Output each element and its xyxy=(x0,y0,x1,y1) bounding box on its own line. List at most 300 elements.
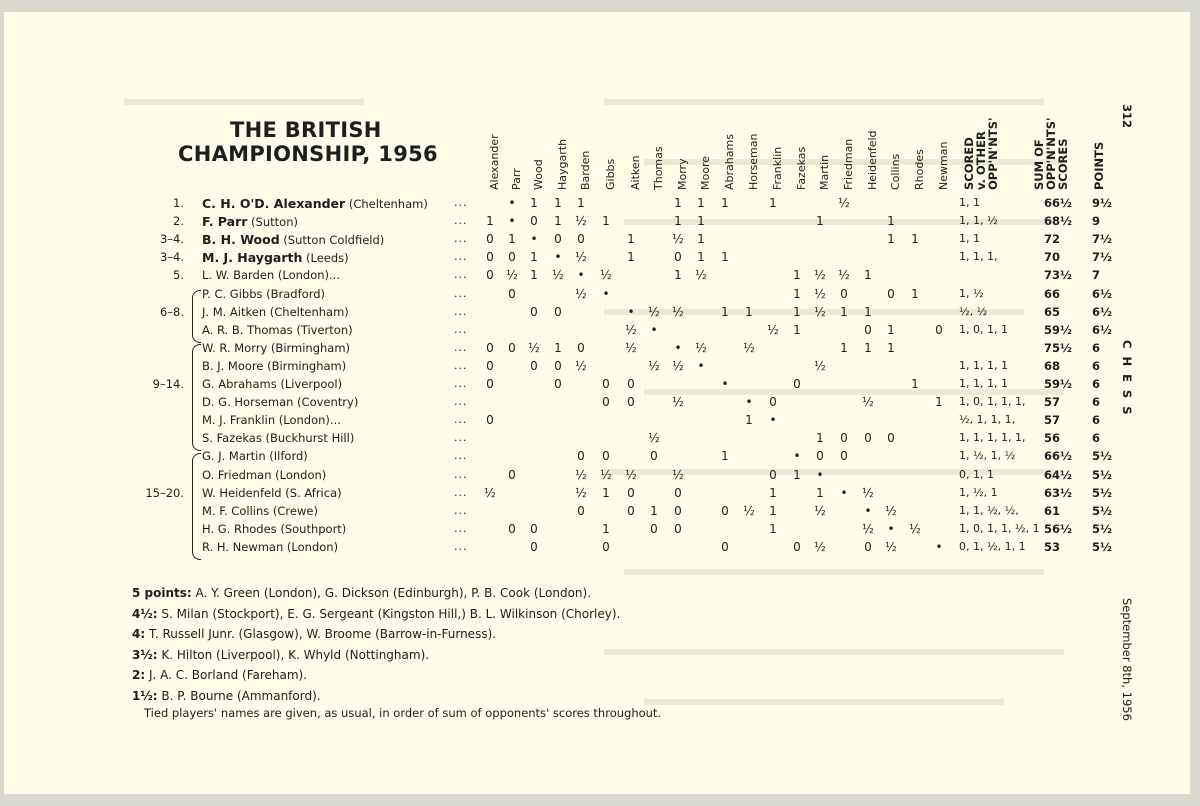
player-club: (London)... xyxy=(275,413,341,428)
result-cell: • xyxy=(577,268,585,283)
player-rank: 2. xyxy=(173,214,184,229)
sum-of-opponents-scores: 73½ xyxy=(1044,268,1072,283)
result-cell: 0 xyxy=(530,539,538,554)
scored-v-other: 1, ½ xyxy=(959,286,984,300)
player-club: (Cheltenham) xyxy=(345,197,428,211)
result-cell: ½ xyxy=(814,358,826,373)
player-name-text: S. Fazekas xyxy=(202,431,262,446)
score-group-label: 1½: xyxy=(132,688,158,703)
player-rank: 3–4. xyxy=(159,232,184,247)
player-rank: 3–4. xyxy=(159,250,184,265)
player-name-text: M. J. Franklin xyxy=(202,413,276,428)
result-cell: 0 xyxy=(864,431,872,446)
sum-of-opponents-scores: 56½ xyxy=(1044,521,1072,536)
result-cell: 1 xyxy=(530,196,538,210)
player-name xyxy=(202,250,349,265)
scored-v-other: 1, 1 xyxy=(959,232,980,246)
column-header-gibbs: Gibbs xyxy=(604,158,617,190)
column-header-haygarth: Haygarth xyxy=(556,138,569,190)
result-cell: ½ xyxy=(575,485,587,500)
points: 5½ xyxy=(1092,521,1112,536)
points: 5½ xyxy=(1092,485,1112,500)
column-header-fazekas: Fazekas xyxy=(795,146,808,190)
result-cell: 1 xyxy=(697,250,705,265)
result-cell: 0 xyxy=(864,539,872,554)
result-cell: 0 xyxy=(508,467,516,482)
result-cell: ½ xyxy=(575,467,587,482)
sum-of-opponents-scores: 66½ xyxy=(1044,449,1072,464)
player-rank: 5. xyxy=(173,268,184,283)
column-header-collins: Collins xyxy=(889,153,902,190)
result-cell: 1 xyxy=(840,340,848,355)
dot-leader: ... xyxy=(454,485,468,499)
result-cell: 0 xyxy=(674,521,682,536)
result-cell: 1 xyxy=(840,304,848,319)
result-cell: 0 xyxy=(864,322,872,337)
player-rank: 6–8. xyxy=(159,304,184,319)
result-cell: 0 xyxy=(486,232,494,247)
score-group-players: B. P. Bourne (Ammanford). xyxy=(157,688,321,703)
result-cell: 0 xyxy=(840,449,848,464)
dot-leader: ... xyxy=(454,286,468,300)
result-cell: 0 xyxy=(554,304,562,319)
points: 6 xyxy=(1092,413,1101,428)
score-group-label: 3½: xyxy=(132,647,158,662)
dot-leader: ... xyxy=(454,268,468,282)
points: 5½ xyxy=(1092,503,1112,518)
column-header-thomas: Thomas xyxy=(652,146,665,190)
player-name-text: G. J. Martin xyxy=(202,449,266,464)
result-cell: ½ xyxy=(575,250,587,265)
dot-leader: ... xyxy=(454,413,468,427)
result-cell: ½ xyxy=(885,539,897,554)
sum-of-opponents-scores: 66½ xyxy=(1044,196,1072,210)
result-cell: ½ xyxy=(814,539,826,554)
result-cell: 0 xyxy=(577,340,585,355)
result-cell: 0 xyxy=(508,286,516,301)
result-cell: 0 xyxy=(935,322,943,337)
player-name-text: G. Abrahams xyxy=(202,377,277,391)
result-cell: ½ xyxy=(767,322,779,337)
result-cell: • xyxy=(864,503,872,518)
player-name xyxy=(202,305,349,319)
points: 6½ xyxy=(1092,322,1112,337)
column-header-franklin: Franklin xyxy=(771,146,784,190)
column-header-moore: Moore xyxy=(699,156,712,190)
score-header-6: POINTS xyxy=(1092,141,1106,190)
result-cell: 0 xyxy=(721,539,729,554)
page-number: 312 xyxy=(1120,104,1134,129)
player-club: (Southport) xyxy=(276,521,347,536)
dot-leader: ... xyxy=(454,232,468,246)
result-cell: 0 xyxy=(840,286,848,301)
player-name xyxy=(202,449,308,463)
dot-leader: ... xyxy=(454,467,468,481)
player-rank: 1. xyxy=(173,196,184,210)
result-cell: ½ xyxy=(838,196,850,210)
result-cell: 1 xyxy=(769,485,777,500)
result-cell: ½ xyxy=(814,503,826,518)
scored-v-other: 1, 1, 1, 1 xyxy=(959,358,1008,372)
result-cell: • xyxy=(840,485,848,500)
result-cell: 1 xyxy=(697,232,705,247)
result-cell: 0 xyxy=(650,521,658,536)
player-club: (Ilford) xyxy=(265,449,308,464)
score-group-players: T. Russell Junr. (Glasgow), W. Broome (Barrow-in-Furness). xyxy=(145,627,497,641)
points: 5½ xyxy=(1092,449,1112,464)
result-cell: 0 xyxy=(840,431,848,446)
result-cell: 1 xyxy=(793,322,801,337)
dot-leader: ... xyxy=(454,358,468,372)
scored-v-other: 1, ½, 1 xyxy=(959,485,998,499)
column-header-friedman: Friedman xyxy=(842,138,855,190)
sum-of-opponents-scores: 72 xyxy=(1044,232,1061,247)
sum-of-opponents-scores: 65 xyxy=(1044,304,1061,319)
tie-brace-9-14 xyxy=(192,344,201,451)
player-name xyxy=(202,395,358,409)
result-cell: 0 xyxy=(674,485,682,500)
result-cell: 1 xyxy=(602,214,610,229)
player-name xyxy=(202,413,341,427)
player-name xyxy=(202,323,353,337)
result-cell: 0 xyxy=(627,395,635,410)
points: 6 xyxy=(1092,340,1101,355)
tie-brace-15-20 xyxy=(192,453,201,560)
result-cell: 0 xyxy=(577,232,585,247)
player-club: (Sutton) xyxy=(247,215,298,230)
result-cell: 0 xyxy=(816,449,824,464)
score-group-line xyxy=(132,586,591,600)
result-cell: ½ xyxy=(695,340,707,355)
sum-of-opponents-scores: 70 xyxy=(1044,250,1061,265)
column-header-newman: Newman xyxy=(937,141,950,190)
result-cell: • xyxy=(530,232,538,247)
sum-of-opponents-scores: 56 xyxy=(1044,431,1061,446)
issue-date: September 8th, 1956 xyxy=(1120,598,1134,721)
result-cell: 0 xyxy=(577,449,585,464)
scored-v-other: 1, 0, 1, 1, 1, xyxy=(959,395,1026,409)
result-cell: ½ xyxy=(575,358,587,373)
result-cell: 1 xyxy=(864,304,872,319)
player-club: (S. Africa) xyxy=(281,485,342,500)
result-cell: • xyxy=(745,395,753,410)
sum-of-opponents-scores: 53 xyxy=(1044,539,1061,554)
player-name xyxy=(202,287,325,301)
scored-v-other: 0, 1, 1 xyxy=(959,467,994,481)
result-cell: 0 xyxy=(627,503,635,518)
player-name xyxy=(202,196,428,211)
result-cell: 1 xyxy=(887,340,895,355)
score-header-0: SCORED xyxy=(962,137,976,190)
result-cell: 0 xyxy=(508,521,516,536)
score-group-players: A. Y. Green (London), G. Dickson (Edinburgh), P. B. Cook (London). xyxy=(191,586,592,600)
player-name xyxy=(202,341,350,355)
points: 9½ xyxy=(1092,196,1112,210)
sum-of-opponents-scores: 68½ xyxy=(1044,214,1072,229)
player-club: (Sutton Coldfield) xyxy=(279,233,385,248)
player-club: (Bradford) xyxy=(262,286,326,301)
scored-v-other: 1, 1, 1, 1, 1, xyxy=(959,431,1026,445)
player-name xyxy=(202,359,346,373)
points: 7 xyxy=(1092,268,1101,283)
result-cell: 1 xyxy=(602,521,610,536)
result-cell: ½ xyxy=(672,395,684,410)
column-header-heidenfeld: Heidenfeld xyxy=(866,130,879,190)
result-cell: ½ xyxy=(648,431,660,446)
result-cell: • xyxy=(650,322,658,337)
result-cell: 0 xyxy=(530,521,538,536)
player-club: (Tiverton) xyxy=(292,322,353,337)
result-cell: 0 xyxy=(602,377,610,391)
result-cell: ½ xyxy=(625,467,637,482)
result-cell: • xyxy=(721,377,729,391)
points: 6 xyxy=(1092,431,1101,446)
dot-leader: ... xyxy=(454,214,468,228)
result-cell: 1 xyxy=(816,431,824,446)
dot-leader: ... xyxy=(454,395,468,409)
result-cell: 0 xyxy=(793,539,801,554)
result-cell: 0 xyxy=(486,250,494,265)
result-cell: 1 xyxy=(816,214,824,229)
result-cell: 0 xyxy=(530,358,538,373)
result-cell: 1 xyxy=(721,250,729,265)
points: 7½ xyxy=(1092,232,1112,247)
column-header-aitken: Aitken xyxy=(629,155,642,190)
points: 5½ xyxy=(1092,467,1112,482)
points: 9 xyxy=(1092,214,1101,229)
result-cell: 1 xyxy=(697,196,705,210)
result-cell: 0 xyxy=(486,268,494,283)
result-cell: ½ xyxy=(600,467,612,482)
score-header-2: OPP'N'NTS' xyxy=(986,117,1000,190)
result-cell: • xyxy=(627,304,635,319)
result-cell: ½ xyxy=(528,340,540,355)
column-header-abrahams: Abrahams xyxy=(723,134,736,190)
score-group-label: 5 points: xyxy=(132,586,192,600)
result-cell: 1 xyxy=(911,232,919,247)
result-cell: 1 xyxy=(793,304,801,319)
result-cell: ½ xyxy=(575,286,587,301)
result-cell: 0 xyxy=(769,467,777,482)
footnote: Tied players' names are given, as usual, in order of sum of opponents' scores throughout. xyxy=(144,706,662,720)
result-cell: ½ xyxy=(648,304,660,319)
points: 6½ xyxy=(1092,304,1112,319)
player-club: (Birmingham) xyxy=(267,340,351,355)
dot-leader: ... xyxy=(454,431,468,445)
result-cell: 1 xyxy=(697,214,705,229)
sum-of-opponents-scores: 75½ xyxy=(1044,340,1072,355)
score-group-label: 4½: xyxy=(132,606,158,621)
player-club: (Buckhurst Hill) xyxy=(261,431,355,446)
sum-of-opponents-scores: 68 xyxy=(1044,358,1061,373)
result-cell: 1 xyxy=(486,214,494,229)
sum-of-opponents-scores: 61 xyxy=(1044,503,1061,518)
result-cell: 1 xyxy=(627,250,635,265)
scored-v-other: 1, 0, 1, 1 xyxy=(959,322,1008,336)
dot-leader: ... xyxy=(454,503,468,517)
scored-v-other: 1, 1, 1, 1 xyxy=(959,377,1008,390)
score-header-3: SUM OF xyxy=(1032,139,1046,190)
result-cell: • xyxy=(697,358,705,373)
player-club: (Crewe) xyxy=(269,503,318,518)
dot-leader: ... xyxy=(454,521,468,535)
player-name-text: L. W. Barden xyxy=(202,268,275,283)
column-header-barden: Barden xyxy=(579,150,592,190)
points: 6 xyxy=(1092,395,1101,410)
player-club: (Liverpool) xyxy=(276,377,343,391)
score-header-5: SCORES xyxy=(1056,138,1070,190)
result-cell: 0 xyxy=(530,214,538,229)
column-header-martin: Martin xyxy=(818,154,831,190)
dot-leader: ... xyxy=(454,250,468,264)
result-cell: 0 xyxy=(650,449,658,464)
result-cell: ½ xyxy=(862,521,874,536)
result-cell: 1 xyxy=(554,196,562,210)
result-cell: 0 xyxy=(887,431,895,446)
player-club: (Cheltenham) xyxy=(266,304,349,319)
sum-of-opponents-scores: 66 xyxy=(1044,286,1061,301)
scored-v-other: 1, 0, 1, 1, ½, 1 xyxy=(959,521,1040,535)
score-group-label: 4: xyxy=(132,627,146,641)
result-cell: 1 xyxy=(816,485,824,500)
result-cell: 0 xyxy=(486,340,494,355)
result-cell: 1 xyxy=(793,286,801,301)
points: 6 xyxy=(1092,358,1101,373)
scored-v-other: 1, ½, 1, ½ xyxy=(959,449,1016,463)
result-cell: 1 xyxy=(674,214,682,229)
score-group-line xyxy=(132,668,307,682)
result-cell: 0 xyxy=(602,395,610,410)
player-name-text: H. G. Rhodes xyxy=(202,521,277,536)
result-cell: • xyxy=(816,467,824,482)
player-name-text: C. H. O'D. Alexander xyxy=(202,196,346,211)
result-cell: 1 xyxy=(602,485,610,500)
result-cell: • xyxy=(602,286,610,301)
points: 7½ xyxy=(1092,250,1112,265)
result-cell: 1 xyxy=(745,413,753,428)
column-header-wood: Wood xyxy=(532,159,545,190)
sum-of-opponents-scores: 64½ xyxy=(1044,467,1072,482)
player-name-text: R. H. Newman xyxy=(202,539,284,554)
result-cell: 1 xyxy=(577,196,585,210)
player-rank: 15–20. xyxy=(145,485,184,500)
player-club: (Coventry) xyxy=(293,395,359,410)
score-group-line xyxy=(132,648,429,662)
column-header-alexander: Alexander xyxy=(488,134,501,190)
player-name-text: A. R. B. Thomas xyxy=(202,322,293,337)
result-cell: ½ xyxy=(838,268,850,283)
result-cell: 0 xyxy=(887,286,895,301)
result-cell: 1 xyxy=(769,521,777,536)
result-cell: ½ xyxy=(672,467,684,482)
result-cell: ½ xyxy=(575,214,587,229)
result-cell: 0 xyxy=(530,304,538,319)
page-title-year: CHAMPIONSHIP, 1956 xyxy=(178,142,438,166)
result-cell: ½ xyxy=(672,232,684,247)
player-name-text: B. J. Moore xyxy=(202,358,264,373)
player-name-text: B. H. Wood xyxy=(202,232,280,248)
score-group-line xyxy=(132,607,620,621)
sum-of-opponents-scores: 59½ xyxy=(1044,322,1072,337)
player-club: (Leeds) xyxy=(302,251,349,266)
result-cell: ½ xyxy=(743,340,755,355)
player-name-text: D. G. Horseman xyxy=(202,395,294,410)
result-cell: ½ xyxy=(672,358,684,373)
tie-brace-6-8 xyxy=(192,290,201,343)
page-title: THE BRITISH xyxy=(230,118,382,142)
result-cell: 1 xyxy=(864,340,872,355)
scored-v-other: ½, 1, 1, 1, xyxy=(959,413,1016,427)
result-cell: ½ xyxy=(862,485,874,500)
dot-leader: ... xyxy=(454,377,468,390)
result-cell: 1 xyxy=(864,268,872,283)
result-cell: ½ xyxy=(885,503,897,518)
sum-of-opponents-scores: 57 xyxy=(1044,395,1061,410)
score-header-4: OPP'N'NTS' xyxy=(1044,117,1058,190)
result-cell: 0 xyxy=(577,503,585,518)
result-cell: 1 xyxy=(530,250,538,265)
player-name xyxy=(202,232,384,247)
dot-leader: ... xyxy=(454,340,468,354)
result-cell: 1 xyxy=(508,232,516,247)
player-name-text: O. Friedman xyxy=(202,467,272,482)
player-name xyxy=(202,522,346,536)
column-header-rhodes: Rhodes xyxy=(913,149,926,190)
sum-of-opponents-scores: 63½ xyxy=(1044,485,1072,500)
result-cell: ½ xyxy=(862,395,874,410)
points: 6½ xyxy=(1092,286,1112,301)
player-name xyxy=(202,377,342,391)
result-cell: 0 xyxy=(769,395,777,410)
result-cell: 0 xyxy=(674,250,682,265)
result-cell: • xyxy=(769,413,777,428)
sum-of-opponents-scores: 57 xyxy=(1044,413,1061,428)
player-name-text: J. M. Aitken xyxy=(202,304,267,319)
result-cell: 1 xyxy=(674,268,682,283)
result-cell: 0 xyxy=(486,358,494,373)
result-cell: 0 xyxy=(554,358,562,373)
points: 6 xyxy=(1092,377,1101,391)
result-cell: • xyxy=(508,196,516,210)
result-cell: ½ xyxy=(552,268,564,283)
points: 5½ xyxy=(1092,539,1112,554)
scored-v-other: 1, 1, ½ xyxy=(959,214,998,228)
result-cell: 0 xyxy=(674,503,682,518)
player-name xyxy=(202,486,342,500)
result-cell: 1 xyxy=(674,196,682,210)
result-cell: 1 xyxy=(769,503,777,518)
dot-leader: ... xyxy=(454,322,468,336)
score-group-players: S. Milan (Stockport), E. G. Sergeant (Kingston Hill,) B. L. Wilkinson (Chorley). xyxy=(157,606,621,621)
result-cell: ½ xyxy=(814,268,826,283)
column-header-morry: Morry xyxy=(676,158,689,190)
player-name-text: F. Parr xyxy=(202,214,248,230)
score-group-line xyxy=(132,689,321,703)
result-cell: ½ xyxy=(814,304,826,319)
player-name xyxy=(202,504,318,518)
result-cell: ½ xyxy=(600,268,612,283)
player-name-text: P. C. Gibbs xyxy=(202,286,263,301)
result-cell: 1 xyxy=(650,503,658,518)
score-group-players: K. Hilton (Liverpool), K. Whyld (Nottingham). xyxy=(157,647,430,662)
result-cell: • xyxy=(935,539,943,554)
result-cell: 1 xyxy=(554,340,562,355)
score-group-label: 2: xyxy=(132,668,146,682)
player-rank: 9–14. xyxy=(152,377,184,391)
result-cell: 1 xyxy=(721,449,729,464)
result-cell: 0 xyxy=(627,377,635,391)
result-cell: 1 xyxy=(769,196,777,210)
